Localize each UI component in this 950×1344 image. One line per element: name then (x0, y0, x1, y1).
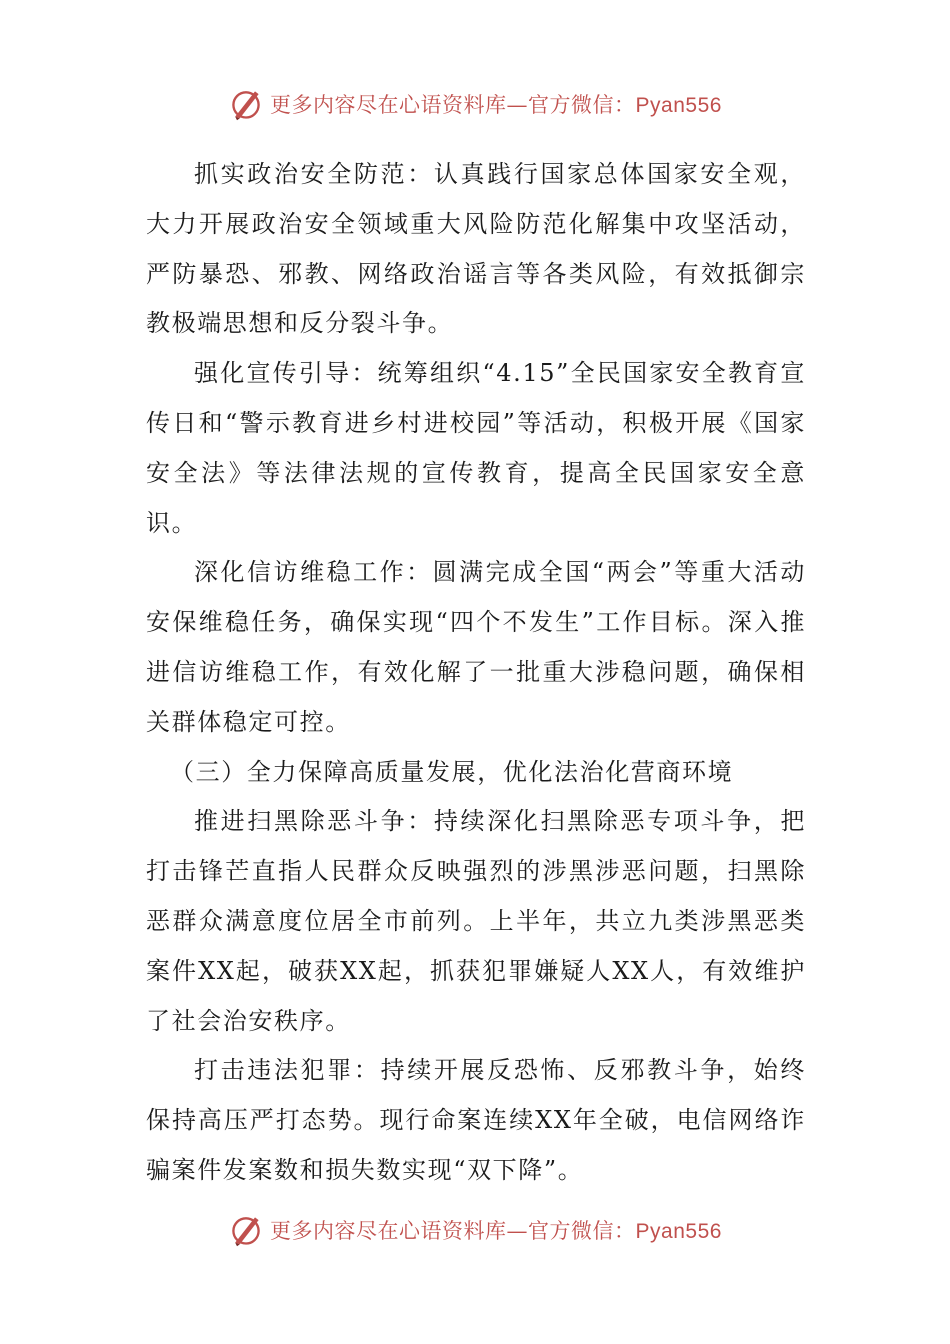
section-heading: （三）全力保障高质量发展，优化法治化营商环境 (170, 757, 734, 786)
header-banner (0, 82, 950, 126)
pen-circle-logo-icon (228, 1212, 264, 1248)
document-body (146, 150, 806, 1196)
banner-label: 更多内容尽在心语资料库—官方微信： (270, 1219, 636, 1243)
banner-text (270, 89, 722, 119)
paragraph-publicity-guidance: 强化宣传引导：统筹组织“4.15”全民国家安全教育宣传日和“警示教育进乡村进校园”等活动，积极开展《国家安全法》等法律法规的宣传教育，提高全民国家安全意识。 (146, 359, 806, 537)
wechat-id: Pyan556 (635, 94, 722, 117)
pen-circle-logo-icon (228, 86, 264, 122)
paragraph-anti-crime-campaign: 推进扫黑除恶斗争：持续深化扫黑除恶专项斗争，把打击锋芒直指人民群众反映强烈的涉黑涉恶问题，扫黑除恶群众满意度位居全市前列。上半年，共立九类涉黑恶类案件XX起，破获XX起，抓获犯罪嫌疑人XX人，有效维护了社会治安秩序。 (146, 807, 806, 1035)
footer-banner (0, 1208, 950, 1252)
paragraph-petition-stability: 深化信访维稳工作：圆满完成全国“两会”等重大活动安保维稳任务，确保实现“四个不发生”工作目标。深入推进信访维稳工作，有效化解了一批重大涉稳问题，确保相关群体稳定可控。 (146, 558, 806, 736)
paragraph-political-security: 抓实政治安全防范：认真践行国家总体国家安全观，大力开展政治安全领域重大风险防范化解集中攻坚活动，严防暴恐、邪教、网络政治谣言等各类风险，有效抵御宗教极端思想和反分裂斗争。 (146, 160, 806, 338)
banner-text (270, 1215, 722, 1245)
wechat-id: Pyan556 (635, 1220, 722, 1243)
paragraph-crackdown-crime: 打击违法犯罪：持续开展反恐怖、反邪教斗争，始终保持高压严打态势。现行命案连续XX年全破，电信网络诈骗案件发案数和损失数实现“双下降”。 (146, 1056, 806, 1184)
banner-label: 更多内容尽在心语资料库—官方微信： (270, 93, 636, 117)
